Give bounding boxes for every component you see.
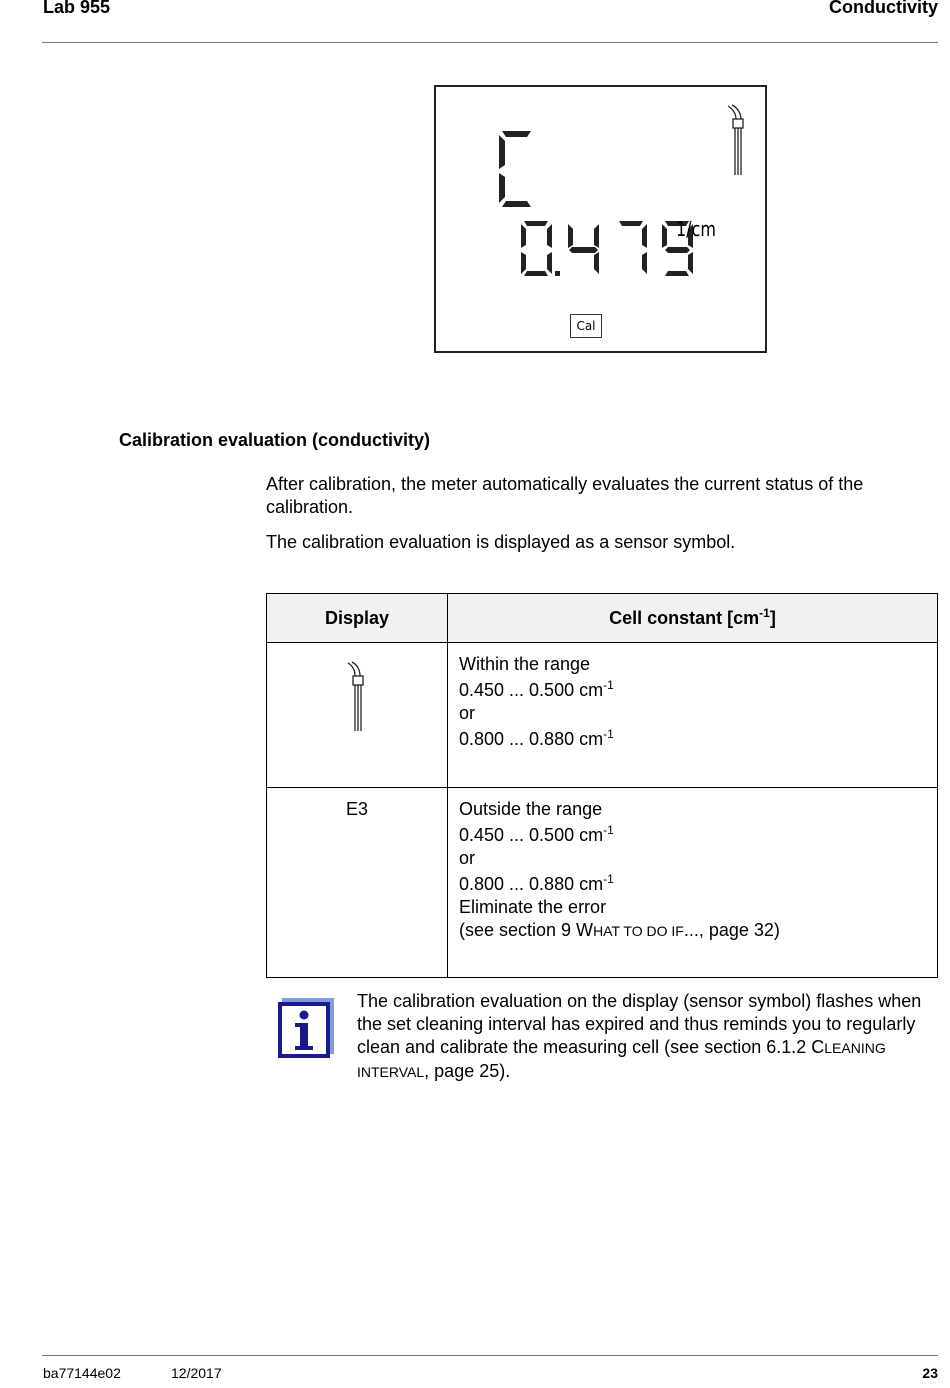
display-cell-sensor bbox=[267, 643, 448, 788]
lcd-value-digits bbox=[521, 221, 693, 276]
range-line-2 bbox=[459, 873, 926, 896]
action-text: Eliminate the error bbox=[459, 897, 607, 917]
header-chapter-title: Conductivity bbox=[828, 0, 938, 17]
header-display: Display bbox=[267, 594, 448, 643]
table-row bbox=[267, 788, 938, 978]
range-2-sup: -1 bbox=[603, 872, 614, 886]
footer-rule bbox=[42, 1355, 938, 1356]
range-1-sup: -1 bbox=[603, 823, 614, 837]
header-cell-constant bbox=[448, 594, 938, 643]
table-header-row bbox=[267, 594, 938, 643]
cell-constant-outside bbox=[448, 788, 938, 978]
range-line-1 bbox=[459, 679, 926, 702]
range-1-sup: -1 bbox=[603, 678, 614, 692]
paragraph-intro: After calibration, the meter automatically evaluates the current status of the calibration. bbox=[266, 474, 864, 517]
lcd-sensor-icon bbox=[728, 105, 743, 175]
sensor-icon bbox=[342, 659, 372, 739]
range-line-1 bbox=[459, 824, 926, 847]
range-2-sup: -1 bbox=[603, 727, 614, 741]
lcd-mode-char bbox=[499, 131, 531, 207]
ref-pre: (see section 9 W bbox=[459, 920, 594, 940]
range-1-text: 0.450 ... 0.500 cm bbox=[459, 825, 604, 845]
section-title: Calibration evaluation (conductivity) bbox=[119, 430, 431, 450]
note-smallcaps: LEANING INTERVAL bbox=[357, 1040, 886, 1080]
footer-doc-id: ba77144e02 bbox=[43, 1365, 121, 1381]
lcd-segments bbox=[436, 87, 769, 355]
paragraph-symbol: The calibration evaluation is displayed as a sensor symbol. bbox=[266, 532, 736, 552]
note-text bbox=[357, 990, 932, 1084]
error-code: E3 bbox=[345, 799, 369, 819]
range-line-2 bbox=[459, 728, 926, 751]
header-rule bbox=[42, 42, 938, 43]
ref-post: ..., page 32) bbox=[683, 920, 780, 940]
lcd-cal-indicator: Cal bbox=[570, 314, 602, 338]
ref-smallcaps: HAT TO DO IF bbox=[593, 923, 684, 939]
header-cell-constant-close: ] bbox=[769, 607, 776, 628]
note-pre: The calibration evaluation on the display (sensor symbol) flashes when the set cleaning interval has expired and thus reminds you to regularly clean and calibrate the measuring cell (see section 6.1.2 C bbox=[357, 991, 922, 1057]
section-reference bbox=[459, 919, 926, 943]
note-post: , page 25). bbox=[424, 1061, 511, 1081]
range-2-text: 0.800 ... 0.880 cm bbox=[459, 874, 604, 894]
header-cell-constant-sup: -1 bbox=[759, 605, 770, 620]
footer-date: 12/2017 bbox=[171, 1365, 222, 1381]
display-cell-e3 bbox=[267, 788, 448, 978]
header-cell-constant-text: Cell constant [cm bbox=[609, 607, 760, 628]
cell-constant-within bbox=[448, 643, 938, 788]
calibration-table bbox=[266, 593, 938, 978]
info-icon bbox=[278, 998, 334, 1063]
or-text: or bbox=[459, 848, 476, 868]
status-text: Outside the range bbox=[459, 799, 603, 819]
lcd-unit: 1/cm bbox=[676, 217, 716, 241]
table-row bbox=[267, 643, 938, 788]
lcd-display bbox=[434, 85, 767, 353]
footer-page-number: 23 bbox=[922, 1365, 938, 1381]
status-text: Within the range bbox=[459, 654, 591, 674]
range-1-text: 0.450 ... 0.500 cm bbox=[459, 680, 604, 700]
range-2-text: 0.800 ... 0.880 cm bbox=[459, 729, 604, 749]
or-text: or bbox=[459, 703, 476, 723]
header-document-title: Lab 955 bbox=[43, 0, 111, 17]
